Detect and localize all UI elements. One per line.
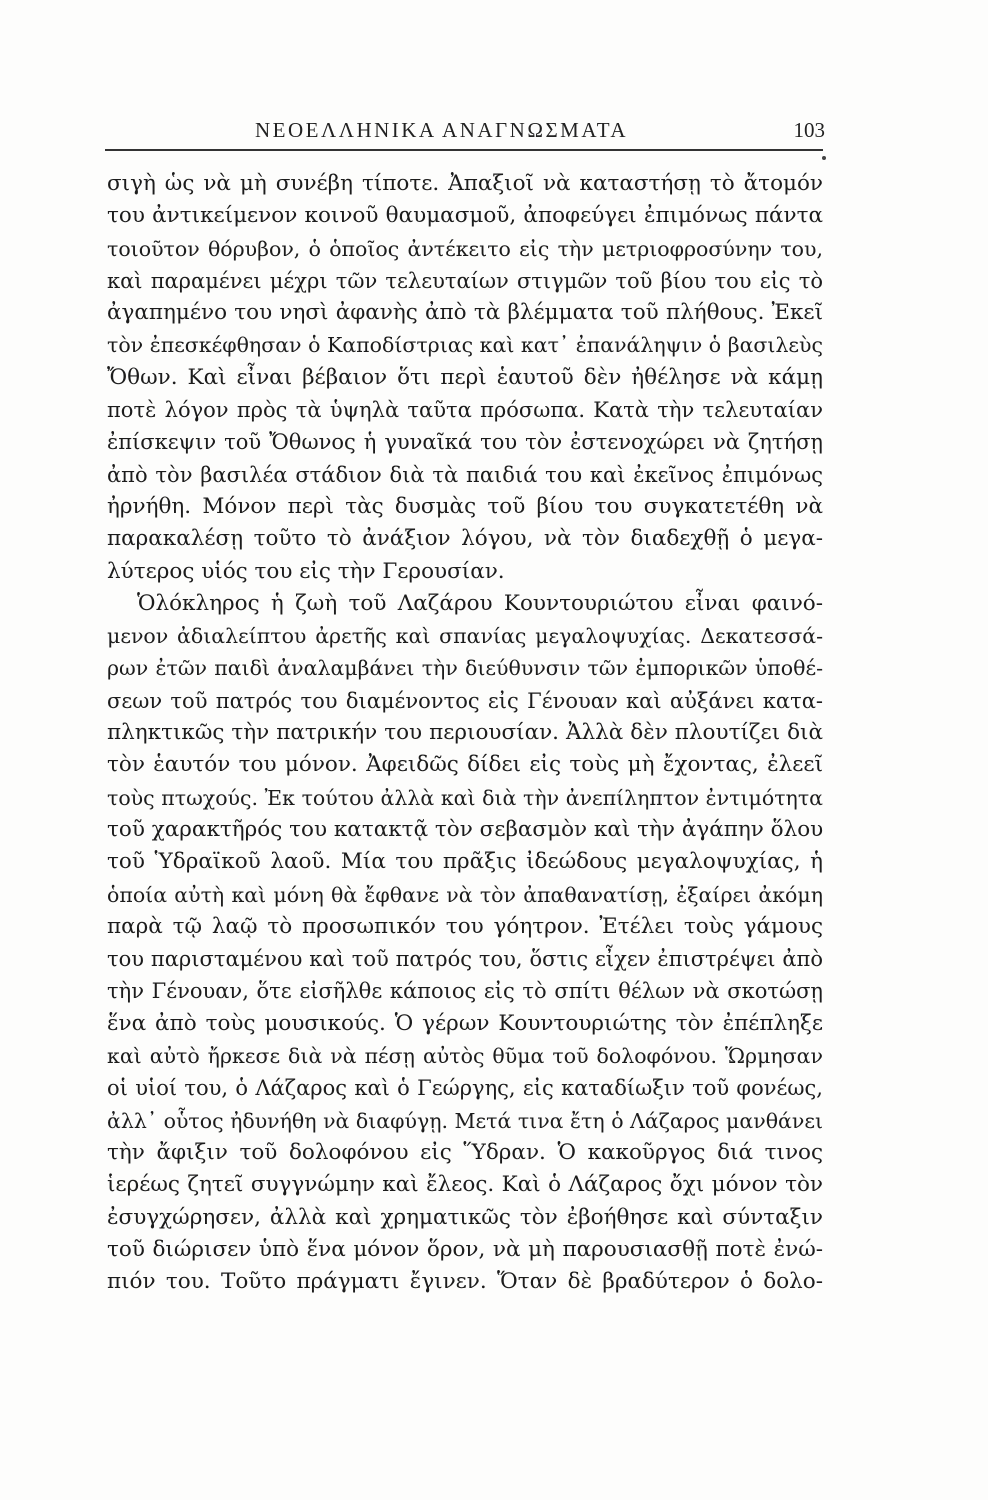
text-line: τὸν ἐπεσκέφθησαν ὁ Καποδίστριας καὶ κατ᾽ ἐπανάληψιν ὁ βασιλεὺς <box>107 333 823 358</box>
text-line: ἱερέως ζητεῖ συγγνώμην καὶ ἔλεος. Καὶ ὁ Λάζαρος ὄχι μόνον τὸν <box>107 1172 823 1198</box>
text-line: Ὁλόκληρος ἡ ζωὴ τοῦ Λαζάρου Κουντουριώτου εἶναι φαινό- <box>137 590 823 616</box>
text-line: σιγὴ ὡς νὰ μὴ συνέβη τίποτε. Ἀπαξιοῖ νὰ καταστήσῃ τὸ ἄτομόν <box>107 171 823 196</box>
text-line: τὴν ἄφιξιν τοῦ δολοφόνου εἰς Ὕδραν. Ὁ κακοῦργος διά τινος <box>107 1139 823 1165</box>
text-line: πληκτικῶς τὴν πατρικήν του περιουσίαν. Ἀλλὰ δὲν πλουτίζει διὰ <box>107 720 823 746</box>
text-line: ὁποία αὐτὴ καὶ μόνη θὰ ἔφθανε νὰ τὸν ἀπαθανατίσῃ, ἐξαίρει ἀκόμη <box>107 882 823 907</box>
text-line: παρακαλέσῃ τοῦτο τὸ ἀνάξιον λόγου, νὰ τὸν διαδεχθῇ ὁ μεγα- <box>107 526 823 552</box>
text-line: ἀλλ᾽ οὗτος ἠδυνήθη νὰ διαφύγῃ. Μετά τινα ἔτη ὁ Λάζαρος μανθάνει <box>107 1108 823 1133</box>
text-line: καὶ αὐτὸ ἤρκεσε διὰ νὰ πέσῃ αὐτὸς θῦμα τοῦ δολοφόνου. Ὥρμησαν <box>107 1044 823 1069</box>
text-line: ρων ἐτῶν παιδὶ ἀναλαμβάνει τὴν διεύθυνσιν τῶν ἐμπορικῶν ὑποθέ- <box>107 656 823 681</box>
text-line: ἠρνήθη. Μόνον περὶ τὰς δυσμὰς τοῦ βίου του συγκατετέθη νὰ <box>107 493 823 519</box>
text-line: ἐπίσκεψιν τοῦ Ὄθωνος ἡ γυναῖκά του τὸν ἐστενοχώρει νὰ ζητήσῃ <box>107 430 823 455</box>
running-title: ΝΕΟΕΛΛΗΝΙΚΑ ΑΝΑΓΝΩΣΜΑΤΑ <box>255 118 629 142</box>
text-line: ἕνα ἀπὸ τοὺς μουσικούς. Ὁ γέρων Κουντουριώτης τὸν ἐπέπληξε <box>107 1010 823 1036</box>
text-line: λύτερος υἱός του εἰς τὴν Γερουσίαν. <box>107 558 505 584</box>
text-line: σεων τοῦ πατρός του διαμένοντος εἰς Γένουαν καὶ αὐξάνει κατα- <box>107 688 823 713</box>
text-line: πιόν του. Τοῦτο πράγματι ἔγινεν. Ὅταν δὲ βραδύτερον ὁ δολο- <box>107 1269 823 1295</box>
text-line: ἐσυγχώρησεν, ἀλλὰ καὶ χρηματικῶς τὸν ἐβοήθησε καὶ σύνταξιν <box>107 1204 823 1230</box>
text-line: τοὺς πτωχούς. Ἐκ τούτου ἀλλὰ καὶ διὰ τὴν ἀνεπίληπτον ἐντιμότητα <box>107 785 823 810</box>
text-line: του παρισταμένου καὶ τοῦ πατρός του, ὅστις εἶχεν ἐπιστρέψει ἀπὸ <box>107 947 823 972</box>
text-line: Ὄθων. Καὶ εἶναι βέβαιον ὅτι περὶ ἑαυτοῦ δὲν ἠθέλησε νὰ κάμῃ <box>107 364 823 390</box>
text-line: τοῦ Ὑδραϊκοῦ λαοῦ. Μία του πρᾶξις ἰδεώδους μεγαλοψυχίας, ἡ <box>107 849 823 875</box>
text-line: οἱ υἱοί του, ὁ Λάζαρος καὶ ὁ Γεώργης, εἰς καταδίωξιν τοῦ φονέως, <box>107 1076 823 1101</box>
print-speck <box>822 156 826 160</box>
text-line: τὸν ἑαυτόν του μόνον. Ἀφειδῶς δίδει εἰς τοὺς μὴ ἔχοντας, ἐλεεῖ <box>107 752 823 778</box>
text-line: ἀπὸ τὸν βασιλέα στάδιον διὰ τὰ παιδιά του καὶ ἐκεῖνος ἐπιμόνως <box>107 462 823 487</box>
text-line: τοῦ χαρακτῆρός του κατακτᾷ τὸν σεβασμὸν καὶ τὴν ἀγάπην ὅλου <box>107 816 823 842</box>
body-text <box>107 168 823 1298</box>
text-line: του ἀντικείμενον κοινοῦ θαυμασμοῦ, ἀποφεύγει ἐπιμόνως πάντα <box>107 203 823 229</box>
text-line: τοιοῦτον θόρυβον, ὁ ὁποῖος ἀντέκειτο εἰς τὴν μετριοφροσύνην του, <box>107 236 823 261</box>
text-line: τὴν Γένουαν, ὅτε εἰσῆλθε κάποιος εἰς τὸ σπίτι θέλων νὰ σκοτώσῃ <box>107 979 823 1004</box>
text-line: τοῦ διώρισεν ὑπὸ ἕνα μόνον ὅρον, νὰ μὴ παρουσιασθῇ ποτὲ ἐνώ- <box>107 1236 823 1262</box>
page-header <box>105 112 825 148</box>
text-line: μενον ἀδιαλείπτου ἀρετῆς καὶ σπανίας μεγαλοψυχίας. Δεκατεσσά- <box>107 624 823 649</box>
header-rule <box>105 149 823 151</box>
text-line: ποτὲ λόγον πρὸς τὰ ὑψηλὰ ταῦτα πρόσωπα. Κατὰ τὴν τελευταίαν <box>107 398 823 423</box>
text-line: παρὰ τῷ λαῷ τὸ προσωπικόν του γόητρον. Ἐτέλει τοὺς γάμους <box>107 913 823 939</box>
text-line: καὶ παραμένει μέχρι τῶν τελευταίων στιγμῶν τοῦ βίου του εἰς τὸ <box>107 268 823 293</box>
text-line: ἀγαπημένο του νησὶ ἀφανὴς ἀπὸ τὰ βλέμματα τοῦ πλήθους. Ἐκεῖ <box>107 300 823 326</box>
page-number: 103 <box>793 118 825 142</box>
